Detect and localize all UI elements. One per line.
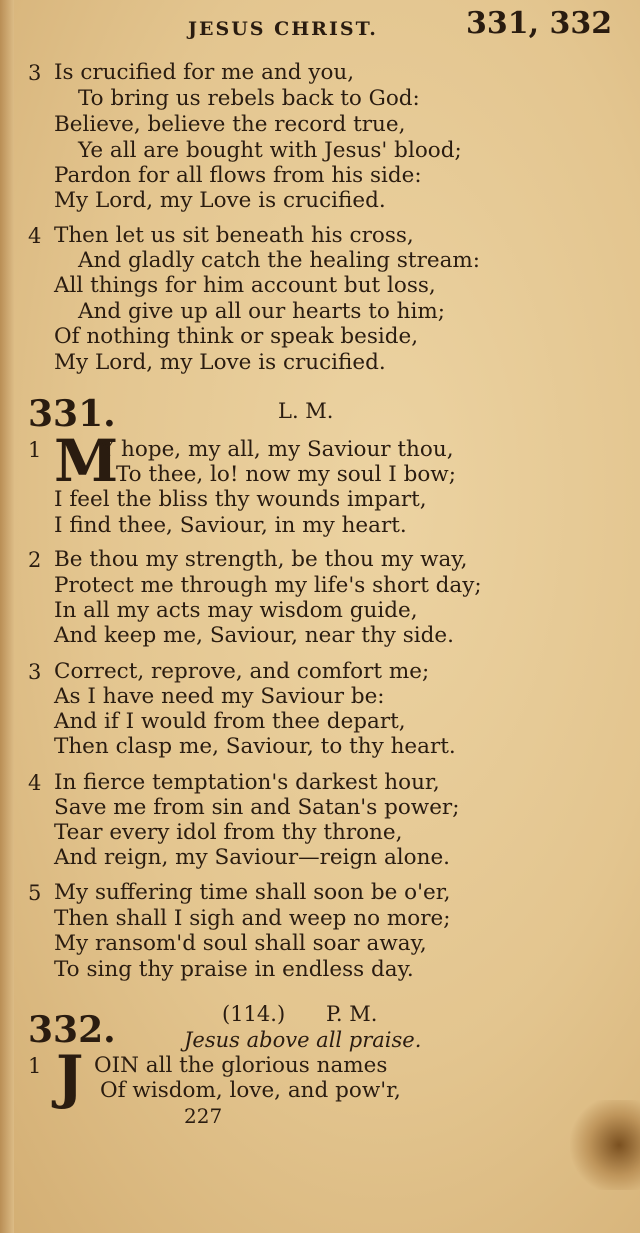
- hymn-meter: L. M.: [278, 399, 334, 423]
- page-stain: [570, 1100, 640, 1190]
- verse-line: In all my acts may wisdom guide,: [54, 598, 418, 623]
- verse-line: Save me from sin and Satan's power;: [54, 795, 460, 820]
- verse-line: My Lord, my Love is crucified.: [54, 188, 386, 213]
- verse-line: In fierce temptation's darkest hour,: [54, 770, 440, 795]
- verse-line: Then clasp me, Saviour, to thy heart.: [54, 734, 456, 759]
- tune-reference: (114.): [222, 1002, 286, 1026]
- verse-line: And keep me, Saviour, near thy side.: [54, 623, 454, 648]
- verse-line: To thee, lo! now my soul I bow;: [116, 462, 456, 487]
- verse-line: Pardon for all flows from his side:: [54, 163, 422, 188]
- verse-line: Of nothing think or speak beside,: [54, 324, 419, 349]
- verse-line: Believe, believe the record true,: [54, 112, 406, 137]
- stanza-number: 1: [28, 1054, 42, 1078]
- verse-line: My Lord, my Love is crucified.: [54, 350, 386, 375]
- verse-line: Then shall I sigh and weep no more;: [54, 906, 451, 931]
- verse-line: Be thou my strength, be thou my way,: [54, 547, 468, 572]
- stanza-number: 2: [28, 548, 42, 572]
- stanza-number: 3: [28, 61, 42, 85]
- verse-line: And reign, my Saviour—reign alone.: [54, 845, 450, 870]
- verse-line: Correct, reprove, and comfort me;: [54, 659, 430, 684]
- verse-line: Of wisdom, love, and pow'r,: [100, 1078, 401, 1103]
- verse-line: Tear every idol from thy throne,: [54, 820, 403, 845]
- verse-line: And gladly catch the healing stream:: [78, 248, 481, 273]
- stanza-number: 5: [28, 881, 42, 905]
- verse-line: Is crucified for me and you,: [54, 60, 355, 85]
- drop-cap: J: [56, 1043, 84, 1111]
- verse-line: Y hope, my all, my Saviour thou,: [100, 437, 454, 462]
- hymn-number: 332.: [28, 1009, 116, 1051]
- page-spine-shadow: [0, 0, 14, 1233]
- hymn-number: 331.: [28, 393, 116, 435]
- stanza-number: 1: [28, 438, 42, 462]
- drop-cap: M: [54, 427, 119, 495]
- verse-line: As I have need my Saviour be:: [54, 684, 385, 709]
- stanza-number: 4: [28, 224, 42, 248]
- verse-line: I feel the bliss thy wounds impart,: [54, 487, 427, 512]
- hymn-subtitle: Jesus above all praise.: [184, 1028, 422, 1052]
- verse-line: Ye all are bought with Jesus' blood;: [78, 138, 462, 163]
- verse-line: My suffering time shall soon be o'er,: [54, 880, 451, 905]
- hymn-meter: P. M.: [326, 1002, 378, 1026]
- verse-line: To bring us rebels back to God:: [78, 86, 420, 111]
- verse-line: And give up all our hearts to him;: [78, 299, 446, 324]
- verse-line: OIN all the glorious names: [94, 1053, 388, 1078]
- verse-line: All things for him account but loss,: [54, 273, 436, 298]
- verse-line: Then let us sit beneath his cross,: [54, 223, 414, 248]
- stanza-number: 4: [28, 771, 42, 795]
- verse-line: My ransom'd soul shall soar away,: [54, 931, 427, 956]
- verse-line: Protect me through my life's short day;: [54, 573, 482, 598]
- stanza-number: 3: [28, 660, 42, 684]
- running-title: JESUS CHRIST.: [188, 18, 378, 40]
- page-number: 227: [184, 1104, 223, 1128]
- hymn-range: 331, 332: [466, 6, 613, 41]
- verse-line: And if I would from thee depart,: [54, 709, 406, 734]
- verse-line: I find thee, Saviour, in my heart.: [54, 513, 407, 538]
- verse-line: To sing thy praise in endless day.: [54, 957, 414, 982]
